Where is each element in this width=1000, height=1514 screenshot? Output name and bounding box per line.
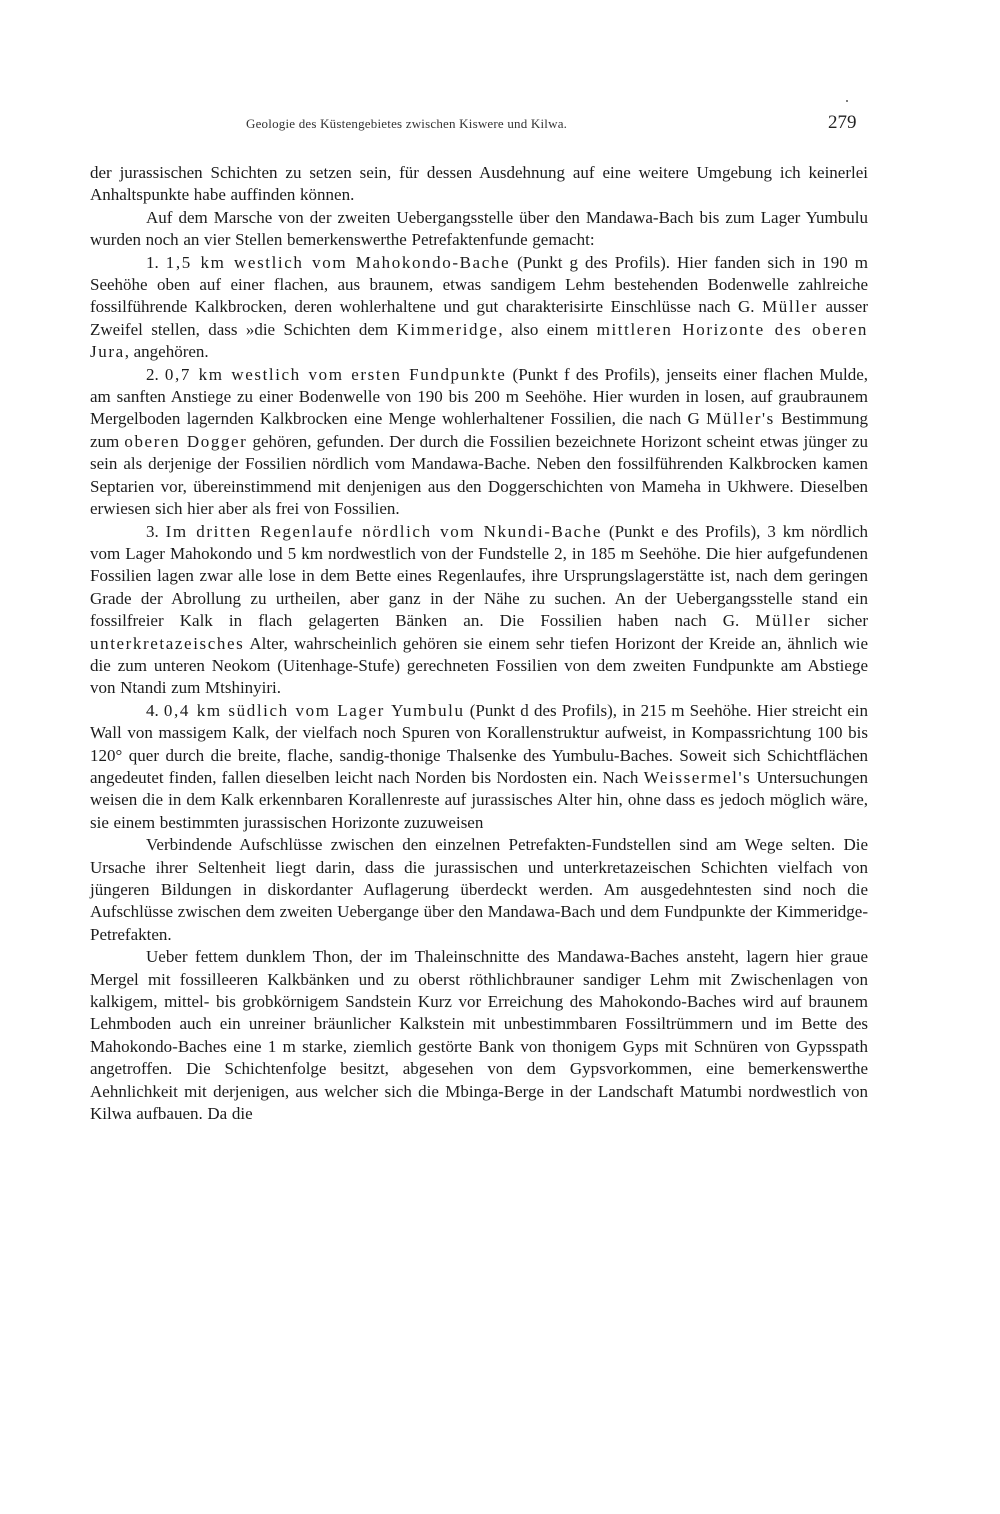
text-run: 4. xyxy=(146,700,164,720)
text-run: Verbindende Aufschlüsse zwischen den einzelnen Petrefakten-Fundstellen sind am Wege selten. Die Ursache ihrer Seltenheit liegt darin, dass die jurassischen und unterkretazeischen Schichten vielfach von jüngeren Bildungen in diskordanter Auflagerung überdeckt werden. Am ausgedehntesten sind noch die Aufschlüsse zwischen dem zweiten Uebergange über den Mandawa-Bach und dem Fundpunkte der Kimmeridge-Petrefakten. xyxy=(90,835,868,944)
text-run: (Punkt g des Profils). Hier fanden sich in 190 m Seehöhe oben auf einer flachen, aus braunem, etwas sandigem Lehm bestehenden Bodenwelle zahlreiche fossilführende Kalkbrocken, deren wohlerhaltene und gut charakterisirte Einschlüsse nach G. xyxy=(90,252,868,317)
spaced-emphasis: Im dritten Regenlaufe nördlich vom Nkundi-Bache xyxy=(165,521,603,541)
spaced-emphasis: 0,7 km westlich vom ersten Fundpunkte xyxy=(164,364,507,384)
text-run: Ueber fettem dunklem Thon, der im Thaleinschnitte des Mandawa-Baches ansteht, lagern hier graue Mergel mit fossilleeren Kalkbänken und zu oberst röthlichbrauner sandiger Lehm mit Zwischenlagen von kalkigem, mittel- bis grobkörnigem Sandstein Kurz vor Erreichung des Mahokondo-Baches wird auf braunem Lehmboden auch ein unreiner bräunlicher Kalkstein mit unbestimmbaren Fossiltrümmern und im Bette des Mahokondo-Baches eine 1 m starke, ziemlich gestörte Bank von thonigem Gyps mit Schnüren von Gypsspath angetroffen. Die Schichtenfolge besitzt, abgesehen von dem Gypsvorkommen, eine bemerkenswerthe Aehnlichkeit mit derjenigen, aus welcher sich die Mbinga-Berge in der Landschaft Matumbi nordwestlich von Kilwa aufbauen. Da die xyxy=(90,947,868,1124)
paragraph xyxy=(90,162,868,207)
text-run: 1. xyxy=(146,252,166,272)
paragraph xyxy=(90,364,868,521)
spaced-emphasis: Müller xyxy=(755,611,812,631)
spaced-emphasis: 1,5 km westlich vom Mahokondo-Bache xyxy=(165,252,511,272)
spaced-emphasis: unterkretazeisches xyxy=(90,633,245,653)
running-title: Geologie des Küstengebietes zwischen Kiswere und Kilwa. xyxy=(246,116,568,131)
spaced-emphasis: Müller's xyxy=(706,409,775,429)
text-run: (Punkt f des Profils), jenseits einer flachen Mulde, am sanften Anstiege zu einer Bodenwelle von 190 bis 200 m Seehöhe. Hier wurden in losen, auf graubraunem Mergelboden lagernden Kalkbrocken eine Menge wohlerhaltener Fossilien, die nach G xyxy=(90,364,869,429)
text-run: (Punkt e des Profils), 3 km nördlich vom Lager Mahokondo und 5 km nordwestlich von der Fundstelle 2, in 185 m Seehöhe. Die hier aufgefundenen Fossilien lagen zwar alle lose in dem Bette eines Regenlaufes, ihre Ursprungslagerstätte ist, nach dem geringen Grade der Abrollung zu urtheilen, aber ganz in der Nähe zu suchen. An der Uebergangsstelle stand ein fossilfreier Kalk in flach gelagerten Bänken an. Die Fossilien haben nach G. xyxy=(90,521,868,631)
text-run: , also einem xyxy=(498,319,597,339)
page-number: 279 xyxy=(828,112,857,133)
text-run: 2. xyxy=(146,364,165,384)
text-run: der jurassischen Schichten zu setzen sein, für dessen Ausdehnung auf eine weitere Umgebung ich keinerlei Anhaltspunkte habe auffinden können. xyxy=(90,163,868,205)
text-run: Bestimmung zum xyxy=(90,409,869,451)
spaced-emphasis: Weissermel's xyxy=(643,767,752,787)
paragraph xyxy=(90,252,868,364)
text-run: Auf dem Marsche von der zweiten Uebergangsstelle über den Mandawa-Bach bis zum Lager Yumbulu wurden noch an vier Stellen bemerkenswerthe Petrefaktenfunde gemacht: xyxy=(90,207,868,250)
body-text xyxy=(90,162,868,1125)
spaced-emphasis: 0,4 km südlich vom Lager Yumbulu xyxy=(163,700,465,720)
spaced-emphasis: mittleren Horizonte des oberen Jura xyxy=(90,319,868,362)
spaced-emphasis: oberen Dogger xyxy=(124,431,248,451)
spaced-emphasis: Kimmeridge xyxy=(396,319,499,339)
text-run: (Punkt d des Profils), in 215 m Seehöhe. Hier streicht ein Wall von massigem Kalk, der vielfach noch Spuren von Korallenstruktur aufweist, in Kompassrichtung 100 bis 120° quer durch die breite, flache, sandig-thonige Thalsenke des Yumbulu-Baches. Soweit sich Schichtflächen angedeutet finden, fallen dieselben leicht nach Norden bis Nordosten ein. Nach xyxy=(90,700,868,787)
text-run: gehören, gefunden. Der durch die Fossilien bezeichnete Horizont scheint etwas jünger zu sein als derjenige der Fossilien nördlich vom Mandawa-Bache. Neben den fossilführenden Kalkbrocken kamen Septarien vor, übereinstimmend mit denjenigen aus den Doggerschichten von Mameha in Ukhwere. Dieselben erwiesen sich hier aber als frei von Fossilien. xyxy=(90,431,869,519)
paragraph xyxy=(90,834,868,946)
text-run: ausser Zweifel stellen, dass »die Schichten dem xyxy=(90,297,868,339)
paragraph xyxy=(90,521,868,700)
text-run: Untersuchungen weisen die in dem Kalk erkennbaren Korallenreste auf jurassisches Alter hin, ohne dass es jedoch möglich wäre, sie einem bestimmten jurassischen Horizonte zuzuweisen xyxy=(90,767,868,832)
print-speck xyxy=(846,100,848,102)
text-run: Alter, wahrscheinlich gehören sie einem sehr tiefen Horizont der Kreide an, ähnlich wie die zum unteren Neokom (Uitenhage-Stufe) gerechneten Fossilien von dem zweiten Fundpunkte am Abstiege von Ntandi zum Mtshinyiri. xyxy=(90,633,868,698)
text-run: 3. xyxy=(146,521,166,541)
paragraph xyxy=(90,946,868,1125)
text-run: sicher xyxy=(811,611,868,631)
paragraph xyxy=(90,700,868,834)
text-run: , angehören. xyxy=(124,342,209,362)
paragraph xyxy=(90,207,868,252)
spaced-emphasis: Müller xyxy=(762,297,818,317)
